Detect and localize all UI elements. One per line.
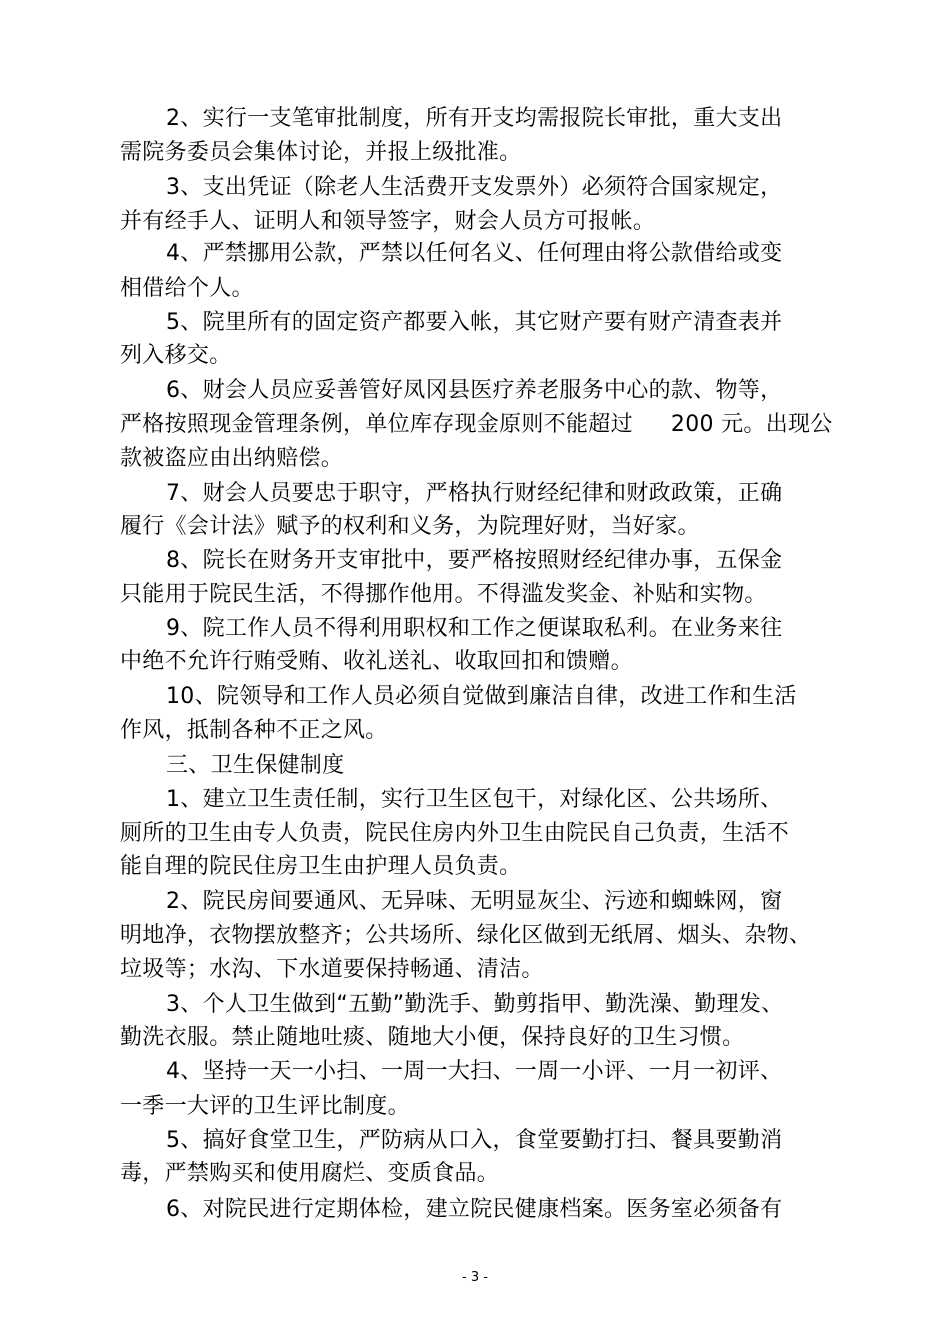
text-line: 8、院长在财务开支审批中，要严格按照财经纪律办事，五保金 [166, 548, 783, 573]
text-line: 4、严禁挪用公款，严禁以任何名义、任何理由将公款借给或变 [166, 241, 783, 266]
text-line: 7、财会人员要忠于职守，严格执行财经纪律和财政政策，正确 [166, 481, 783, 506]
text-line: 中绝不允许行贿受贿、收礼送礼、收取回扣和馈赠。 [120, 649, 633, 674]
text-line: 履行《会计法》赋予的权利和义务，为院理好财，当好家。 [120, 514, 700, 539]
text-line: 6、财会人员应妥善管好凤冈县医疗养老服务中心的款、物等， [166, 378, 783, 403]
text-line: 5、搞好食堂卫生，严防病从口入，食堂要勤打扫、餐具要勤消 [166, 1128, 783, 1153]
text-line: 5、院里所有的固定资产都要入帐，其它财产要有财产清查表并 [166, 310, 783, 335]
text-line: 3、支出凭证（除老人生活费开支发票外）必须符合国家规定， [166, 175, 783, 200]
text-line: 勤洗衣服。禁止随地吐痰、随地大小便，保持良好的卫生习惯。 [120, 1025, 745, 1050]
text-line: 垃圾等；水沟、下水道要保持畅通、清洁。 [120, 957, 544, 982]
text-segment: 200 元。出现公 [670, 412, 833, 437]
text-line: 并有经手人、证明人和领导签字，财会人员方可报帐。 [120, 209, 656, 234]
text-line: 作风，抵制各种不正之风。 [120, 718, 388, 743]
text-line: 只能用于院民生活，不得挪作他用。不得滥发奖金、补贴和实物。 [120, 582, 767, 607]
text-line: 厕所的卫生由专人负责，院民住房内外卫生由院民自己负责，生活不 [120, 821, 790, 846]
text-line: 6、对院民进行定期体检，建立院民健康档案。医务室必须备有 [166, 1197, 783, 1222]
text-line: 需院务委员会集体讨论，并报上级批准。 [120, 140, 522, 165]
text-line [120, 410, 833, 440]
text-line: 1、建立卫生责任制，实行卫生区包干，对绿化区、公共场所、 [166, 787, 783, 812]
text-line: 2、实行一支笔审批制度，所有开支均需报院长审批，重大支出 [166, 106, 783, 131]
text-line: 款被盗应由出纳赔偿。 [120, 446, 344, 471]
text-line: 一季一大评的卫生评比制度。 [120, 1094, 410, 1119]
text-line: 10、院领导和工作人员必须自觉做到廉洁自律，改进工作和生活 [166, 684, 797, 709]
text-line: 3、个人卫生做到“五勤”勤洗手、勤剪指甲、勤洗澡、勤理发、 [166, 992, 784, 1017]
text-line: 能自理的院民住房卫生由护理人员负责。 [120, 854, 522, 879]
text-line: 相借给个人。 [120, 276, 254, 301]
text-line: 列入移交。 [120, 343, 232, 368]
text-segment: 严格按照现金管理条例，单位库存现金原则不能超过 [120, 412, 633, 437]
text-line: 9、院工作人员不得利用职权和工作之便谋取私利。在业务来往 [166, 616, 783, 641]
text-line: 4、坚持一天一小扫、一周一大扫、一周一小评、一月一初评、 [166, 1059, 783, 1084]
text-line: 毒，严禁购买和使用腐烂、变质食品。 [120, 1161, 500, 1186]
section-heading: 三、卫生保健制度 [166, 753, 345, 778]
text-line: 2、院民房间要通风、无异味、无明显灰尘、污迹和蜘蛛网，窗 [166, 889, 783, 914]
page-number: - 3 - [462, 1270, 488, 1285]
text-line: 明地净，衣物摆放整齐；公共场所、绿化区做到无纸屑、烟头、杂物、 [120, 923, 812, 948]
